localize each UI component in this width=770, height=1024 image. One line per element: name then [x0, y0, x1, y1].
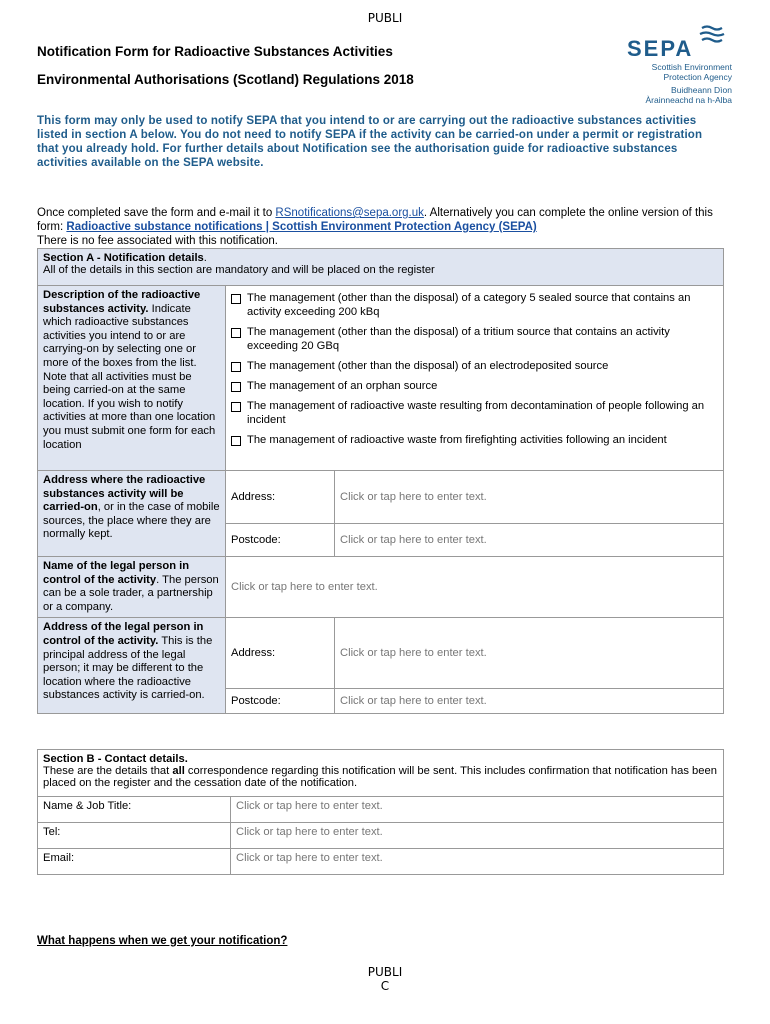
- contact-name-label: Name & Job Title:: [38, 797, 231, 823]
- what-happens-heading: What happens when we get your notification?: [37, 935, 288, 947]
- contact-email-input[interactable]: Click or tap here to enter text.: [231, 849, 724, 875]
- legal-person-label: Name of the legal person in control of the activity. The person can be a sole trader, a partnership or a company.: [38, 557, 226, 618]
- contact-name-input[interactable]: Click or tap here to enter text.: [231, 797, 724, 823]
- legal-postcode-input[interactable]: Click or tap here to enter text.: [335, 689, 724, 714]
- checkbox-icon[interactable]: [231, 382, 241, 392]
- classification-marking-top: PUBLI: [367, 11, 403, 25]
- location-postcode-label: Postcode:: [226, 524, 335, 557]
- checkbox-icon[interactable]: [231, 328, 241, 338]
- activity-options: [226, 286, 724, 471]
- checkbox-icon[interactable]: [231, 294, 241, 304]
- option-electrodeposited-source[interactable]: The management (other than the disposal) of an electrodeposited source: [231, 359, 718, 373]
- logo-line-3: Buidheann Dìon: [671, 85, 732, 95]
- checkbox-icon[interactable]: [231, 362, 241, 372]
- regulations-title: Environmental Authorisations (Scotland) Regulations 2018: [37, 72, 414, 87]
- section-b-header: [38, 750, 724, 797]
- contact-tel-input[interactable]: Click or tap here to enter text.: [231, 823, 724, 849]
- section-b-title: Section B - Contact details.: [43, 753, 188, 765]
- option-tritium-source[interactable]: The management (other than the disposal) of a tritium source that contains an activity exceeding 20 GBq: [231, 325, 718, 353]
- location-postcode-input[interactable]: Click or tap here to enter text.: [335, 524, 724, 557]
- section-b-subtitle: These are the details that all correspondence regarding this notification will be sent. This includes confirmation that notification has been placed on the register and the cessation date of the notification.: [43, 765, 717, 789]
- section-a-title: Section A - Notification details: [43, 252, 204, 264]
- legal-address-field-label: Address:: [226, 618, 335, 689]
- checkbox-icon[interactable]: [231, 402, 241, 412]
- activity-location-label: Address where the radioactive substances activity will be carried-on, or in the case of mobile sources, the place where they are normally kept.: [38, 471, 226, 557]
- fee-note: There is no fee associated with this notification.: [37, 235, 278, 247]
- intro-paragraph: This form may only be used to notify SEPA that you intend to or are carrying out the radioactive substances activities listed in section A below. You do not need to notify SEPA if the activity can be carried-on under a permit or registration that you already hold. For further details about Notification see the authorisation guide for radioactive substances activities available on the SEPA website.: [37, 115, 703, 169]
- contact-email-label: Email:: [38, 849, 231, 875]
- submission-instructions: [37, 206, 727, 248]
- section-a-table: [37, 248, 724, 714]
- email-link[interactable]: RSnotifications@sepa.org.uk: [275, 207, 424, 219]
- legal-person-input[interactable]: Click or tap here to enter text.: [226, 557, 724, 618]
- activity-description-label: Description of the radioactive substances activity. Indicate which radioactive substances activities you intend to or are carrying-on by selecting one or more of the boxes from the list. Note that all activities must be being carried-on at the same location. If you wish to notify activities at more than one location you must submit one form for each location: [38, 286, 226, 471]
- section-a-header: Section A - Notification details. All of the details in this section are mandatory and will be placed on the register: [38, 249, 724, 286]
- classification-marking-bottom: PUBLI C: [367, 965, 403, 993]
- option-decontamination-waste[interactable]: The management of radioactive waste resulting from decontamination of people following an incident: [231, 399, 718, 427]
- logo-line-2: Protection Agency: [663, 72, 732, 82]
- sepa-logo: [622, 20, 732, 110]
- online-form-link[interactable]: Radioactive substance notifications | Scottish Environment Protection Agency (SEPA): [66, 221, 537, 233]
- option-firefighting-waste[interactable]: The management of radioactive waste from firefighting activities following an incident: [231, 433, 718, 447]
- location-address-input[interactable]: Click or tap here to enter text.: [335, 471, 724, 524]
- option-sealed-source[interactable]: The management (other than the disposal) of a category 5 sealed source that contains an activity exceeding 200 kBq: [231, 291, 718, 319]
- logo-line-4: Àrainneachd na h-Alba: [645, 95, 732, 105]
- form-title: Notification Form for Radioactive Substances Activities: [37, 44, 393, 59]
- legal-address-label: Address of the legal person in control of the activity. This is the principal address of the legal person; it may be different to the location where the radioactive substances activity is carried-on.: [38, 618, 226, 714]
- submission-text-before: Once completed save the form and e-mail it to: [37, 207, 276, 219]
- option-orphan-source[interactable]: The management of an orphan source: [231, 379, 718, 393]
- legal-postcode-label: Postcode:: [226, 689, 335, 714]
- legal-address-input[interactable]: Click or tap here to enter text.: [335, 618, 724, 689]
- location-address-label: Address:: [226, 471, 335, 524]
- section-b-table: [37, 749, 724, 875]
- submission-text-after: . Alternatively you can complete the online version of this form:: [37, 207, 713, 233]
- checkbox-icon[interactable]: [231, 436, 241, 446]
- logo-wordmark: SEPA: [627, 36, 694, 61]
- logo-line-1: Scottish Environment: [651, 62, 732, 72]
- section-a-subtitle: All of the details in this section are mandatory and will be placed on the register: [43, 264, 435, 276]
- contact-tel-label: Tel:: [38, 823, 231, 849]
